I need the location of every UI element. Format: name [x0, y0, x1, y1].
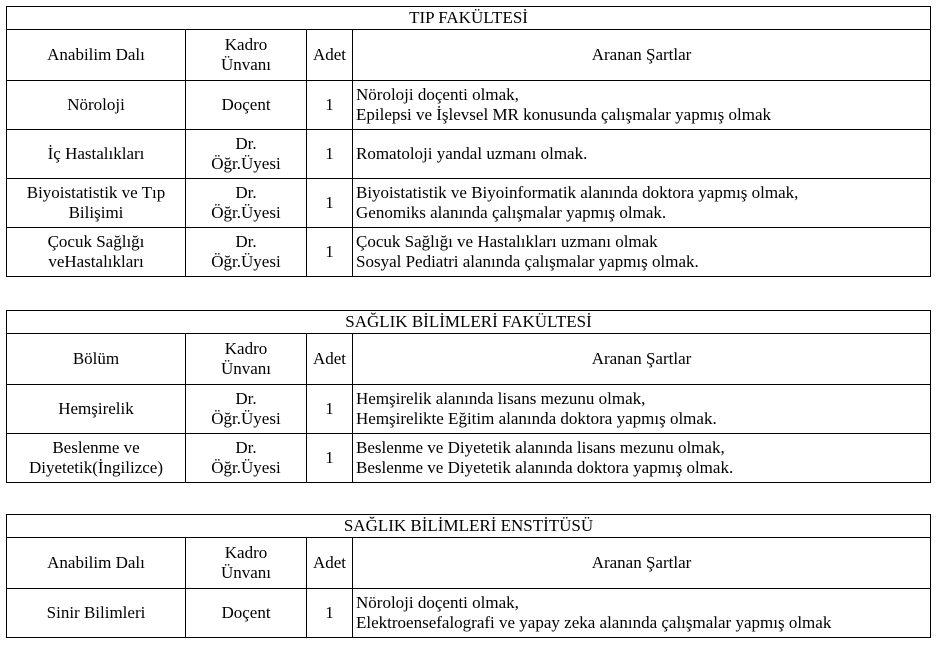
table-title: SAĞLIK BİLİMLERİ ENSTİTÜSÜ [7, 515, 931, 538]
table-row [7, 179, 931, 228]
header-adet: Adet [307, 30, 353, 81]
kadro-cell: Dr. Öğr.Üyesi [186, 434, 307, 483]
adet-cell: 1 [307, 130, 353, 179]
sartlar-cell: Hemşirelik alanında lisans mezunu olmak, Hemşirelikte Eğitim alanında doktora yapmış olmak. [353, 385, 931, 434]
sartlar-cell: Nöroloji doçenti olmak, Epilepsi ve İşlevsel MR konusunda çalışmalar yapmış olmak [353, 81, 931, 130]
sartlar-cell: Biyoistatistik ve Biyoinformatik alanında doktora yapmış olmak, Genomiks alanında çalışmalar yapmış olmak. [353, 179, 931, 228]
table-row [7, 385, 931, 434]
kadro-cell: Dr. Öğr.Üyesi [186, 130, 307, 179]
unit-cell: İç Hastalıkları [7, 130, 186, 179]
sartlar-cell: Beslenme ve Diyetetik alanında lisans mezunu olmak, Beslenme ve Diyetetik alanında doktora yapmış olmak. [353, 434, 931, 483]
kadro-cell: Dr. Öğr.Üyesi [186, 385, 307, 434]
header-aranan-sartlar: Aranan Şartlar [353, 334, 931, 385]
adet-cell: 1 [307, 385, 353, 434]
adet-cell: 1 [307, 434, 353, 483]
table-row [7, 434, 931, 483]
adet-cell: 1 [307, 81, 353, 130]
unit-cell: Çocuk Sağlığı veHastalıkları [7, 228, 186, 277]
sartlar-cell: Romatoloji yandal uzmanı olmak. [353, 130, 931, 179]
header-kadro-unvani: Kadro Ünvanı [186, 334, 307, 385]
table-row [7, 589, 931, 638]
sartlar-cell: Çocuk Sağlığı ve Hastalıkları uzmanı olmak Sosyal Pediatri alanında çalışmalar yapmış olmak. [353, 228, 931, 277]
table-tip-fakultesi [6, 6, 931, 277]
unit-cell: Sinir Bilimleri [7, 589, 186, 638]
header-kadro-unvani: Kadro Ünvanı [186, 538, 307, 589]
sartlar-cell: Nöroloji doçenti olmak, Elektroensefalografi ve yapay zeka alanında çalışmalar yapmış olmak [353, 589, 931, 638]
header-anabilim-dali: Anabilim Dalı [7, 538, 186, 589]
table-row [7, 130, 931, 179]
header-aranan-sartlar: Aranan Şartlar [353, 30, 931, 81]
unit-cell: Beslenme ve Diyetetik(İngilizce) [7, 434, 186, 483]
adet-cell: 1 [307, 179, 353, 228]
header-aranan-sartlar: Aranan Şartlar [353, 538, 931, 589]
adet-cell: 1 [307, 228, 353, 277]
table-row [7, 228, 931, 277]
kadro-cell: Dr. Öğr.Üyesi [186, 179, 307, 228]
kadro-cell: Doçent [186, 81, 307, 130]
header-adet: Adet [307, 538, 353, 589]
adet-cell: 1 [307, 589, 353, 638]
header-kadro-unvani: Kadro Ünvanı [186, 30, 307, 81]
table-saglik-bilimleri-enstitusu [6, 514, 931, 638]
kadro-cell: Doçent [186, 589, 307, 638]
header-anabilim-dali: Anabilim Dalı [7, 30, 186, 81]
table-title: TIP FAKÜLTESİ [7, 7, 931, 30]
unit-cell: Nöroloji [7, 81, 186, 130]
table-row [7, 81, 931, 130]
header-bolum: Bölüm [7, 334, 186, 385]
table-saglik-bilimleri-fakultesi [6, 310, 931, 483]
header-adet: Adet [307, 334, 353, 385]
unit-cell: Hemşirelik [7, 385, 186, 434]
table-title: SAĞLIK BİLİMLERİ FAKÜLTESİ [7, 311, 931, 334]
kadro-cell: Dr. Öğr.Üyesi [186, 228, 307, 277]
unit-cell: Biyoistatistik ve Tıp Bilişimi [7, 179, 186, 228]
